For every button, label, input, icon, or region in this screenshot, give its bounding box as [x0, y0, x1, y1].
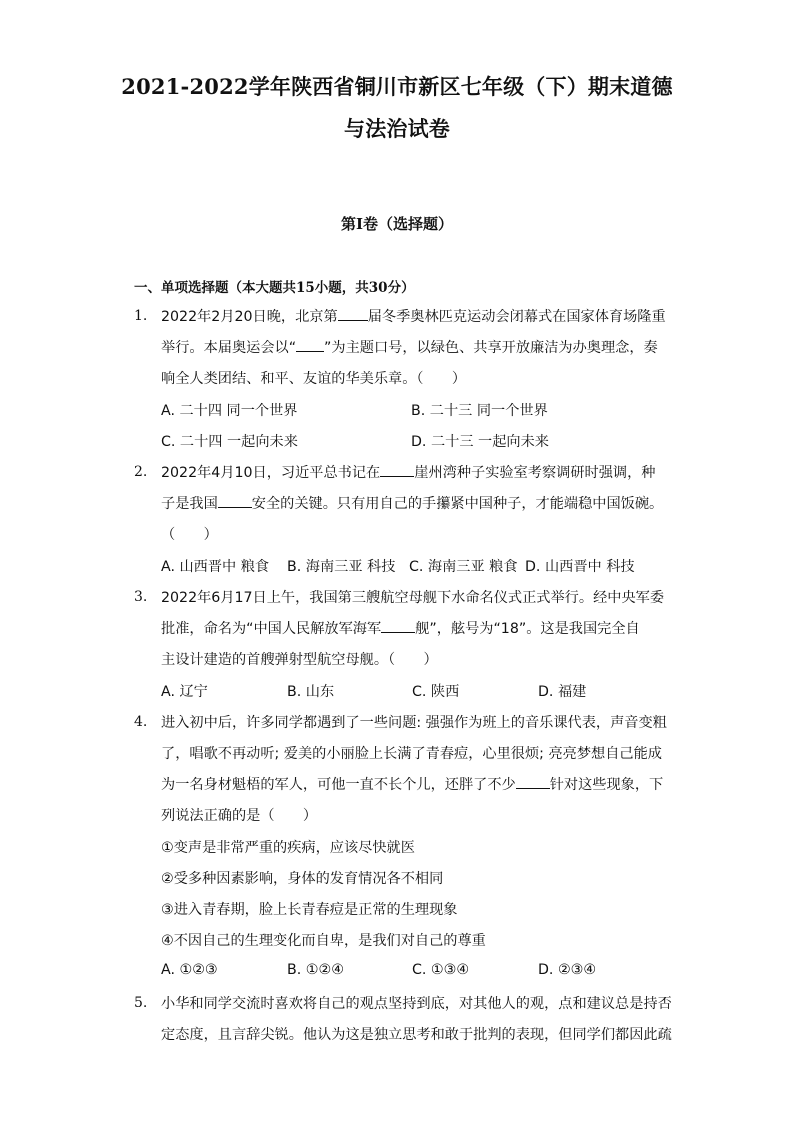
- answer-blank: [338, 306, 368, 321]
- question-number: 2.: [134, 464, 148, 480]
- option-a[interactable]: A. ①②③: [161, 962, 218, 978]
- question-text-line: 小华和同学交流时喜欢将自己的观点坚持到底，对其他人的观，点和建议总是持否: [161, 996, 672, 1012]
- answer-blank: [218, 493, 252, 508]
- part-heading: 一、单项选择题（本大题共15小题，共30分）: [134, 280, 415, 296]
- question-number: 5.: [134, 995, 148, 1011]
- question-text-line: 举行。本届奥运会以“ ”为主题口号，以绿色、共享开放廉洁为办奥理念，奏: [161, 337, 658, 357]
- question-number: 4.: [134, 714, 148, 730]
- section-title: 第I卷（选择题）: [340, 215, 454, 233]
- option-d[interactable]: D. 福建: [538, 684, 587, 700]
- option-d[interactable]: D. 二十三 一起向未来: [411, 434, 549, 450]
- exam-title-line-2: 与法治试卷: [344, 116, 450, 141]
- option-c[interactable]: C. 二十四 一起向未来: [161, 434, 298, 450]
- option-c[interactable]: C. ①③④: [412, 962, 470, 978]
- exam-title-line-1: 2021-2022学年陕西省铜川市新区七年级（下）期末道德: [121, 74, 673, 99]
- answer-blank: [516, 774, 550, 789]
- option-b[interactable]: B. 海南三亚 科技: [287, 559, 396, 575]
- option-a[interactable]: A. 山西晋中 粮食: [161, 559, 270, 575]
- statement-item: ④不因自己的生理变化而自卑，是我们对自己的尊重: [161, 933, 486, 949]
- option-b[interactable]: B. 山东: [287, 684, 335, 700]
- answer-blank: [381, 618, 415, 633]
- option-d[interactable]: D. ②③④: [538, 962, 597, 978]
- question-text-line: 进入初中后，许多同学都遇到了一些问题: 强强作为班上的音乐课代表，声音变粗: [161, 715, 667, 731]
- question-text-line: （ ）: [161, 527, 218, 543]
- option-d[interactable]: D. 山西晋中 科技: [525, 559, 635, 575]
- question-text-line: 响全人类团结、和平、友谊的华美乐章。（ ）: [161, 371, 467, 387]
- question-text-line: 定态度，且言辞尖锐。他认为这是独立思考和敢于批判的表现，但同学们都因此疏: [161, 1027, 672, 1043]
- statement-item: ①变声是非常严重的疾病，应该尽快就医: [161, 840, 415, 856]
- answer-blank: [380, 462, 414, 477]
- question-text-line: 2022年2月20日晚，北京第 届冬季奥林匹克运动会闭幕式在国家体育场隆重: [161, 306, 666, 326]
- question-number: 1.: [134, 308, 148, 324]
- question-text-line: 了，唱歌不再动听; 爱美的小丽脸上长满了青春痘，心里很烦; 亮亮梦想自己能成: [161, 746, 662, 762]
- question-text-line: 主设计建造的首艘弹射型航空母舰。（ ）: [161, 652, 438, 668]
- option-c[interactable]: C. 陕西: [412, 684, 460, 700]
- option-a[interactable]: A. 辽宁: [161, 684, 208, 700]
- statement-item: ②受多种因素影响，身体的发育情况各不相同: [161, 871, 444, 887]
- question-number: 3.: [134, 589, 148, 605]
- question-text-line: 批准，命名为“中国人民解放军海军 舰”，舷号为“18”。这是我国完全自: [161, 618, 640, 638]
- option-a[interactable]: A. 二十四 同一个世界: [161, 403, 298, 419]
- statement-item: ③进入青春期，脸上长青春痘是正常的生理现象: [161, 902, 458, 918]
- question-text-line: 2022年6月17日上午，我国第三艘航空母舰下水命名仪式正式举行。经中央军委: [161, 590, 665, 606]
- question-text-line: 列说法正确的是（ ）: [161, 808, 318, 824]
- option-c[interactable]: C. 海南三亚 粮食: [409, 559, 518, 575]
- question-text-line: 为一名身材魁梧的军人，可他一直不长个儿，还胖了不少 针对这些现象，下: [161, 774, 663, 794]
- option-b[interactable]: B. 二十三 同一个世界: [411, 403, 548, 419]
- question-text-line: 子是我国 安全的关键。只有用自己的手攥紧中国种子，才能端稳中国饭碗。: [161, 493, 663, 513]
- question-text-line: 2022年4月10日，习近平总书记在 崖州湾种子实验室考察调研时强调，种: [161, 462, 655, 482]
- option-b[interactable]: B. ①②④: [287, 962, 344, 978]
- answer-blank: [296, 337, 324, 352]
